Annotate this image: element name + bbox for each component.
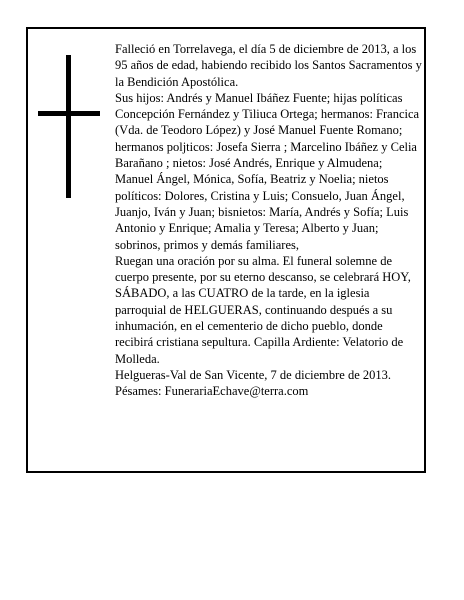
- death-announcement-paragraph: Falleció en Torrelavega, el día 5 de diciembre de 2013, a los 95 años de edad, habiendo recibido los Santos Sacramentos y la Bendición Apostólica.: [115, 42, 422, 89]
- cross-vertical-bar: [66, 55, 71, 198]
- cross-horizontal-bar: [38, 111, 100, 116]
- obituary-notice: [26, 27, 426, 473]
- place-date-line: Helgueras-Val de San Vicente, 7 de diciembre de 2013.: [115, 367, 392, 382]
- family-list-paragraph: Sus hijos: Andrés y Manuel Ibáñez Fuente; hijas políticas Concepción Fernández y Tiliuca Ortega; hermanos: Francica (Vda. de Teodoro López) y José Manuel Fuente Romano; hermanos poljticos: Josefa Sierra ; Marcelino Ibáñez y Celia Barañano ; nietos: José Andrés, Enrique y Almudena; Manuel Ángel, Mónica, Sofía, Beatriz y Noelia; nietos políticos: Dolores, Cristina y Luis; Consuelo, Juan Ángel, Juanjo, Iván y Juan; bisnietos: María, Andrés y Sofía; Luis Antonio y Enrique; Amalia y Teresa; Alberto y Juan; sobrinos, primos y demás familiares,: [115, 90, 420, 252]
- latin-cross-icon: [38, 55, 102, 198]
- obituary-text: [115, 41, 423, 400]
- condolences-email-line: Pésames: FunerariaEchave@terra.com: [115, 384, 309, 399]
- funeral-details-paragraph: Ruegan una oración por su alma. El funeral solemne de cuerpo presente, por su eterno descanso, se celebrará HOY, SÁBADO, a las CUATRO de la tarde, en la iglesia parroquial de HELGUERAS, continuando después a su inhumación, en el cementerio de dicho pueblo, donde recibirá cristiana sepultura. Capilla Ardiente: Velatorio de Molleda.: [115, 253, 411, 366]
